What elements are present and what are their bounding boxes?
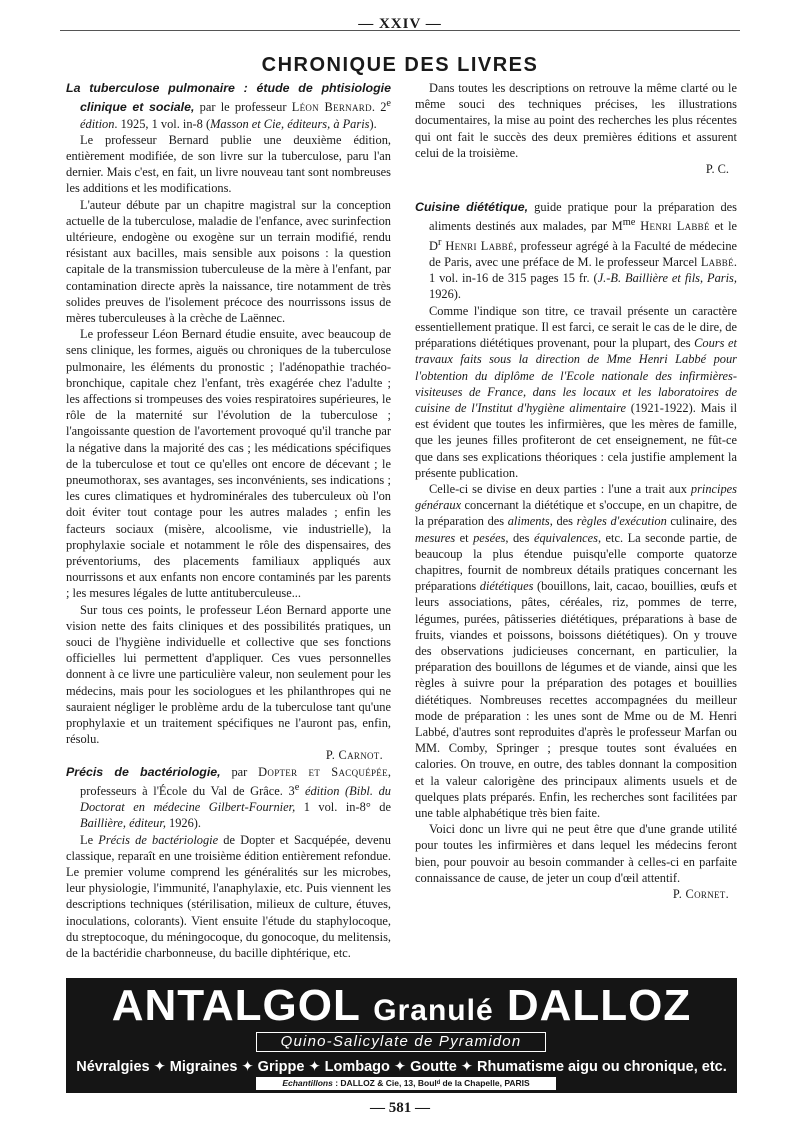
entry-3-paragraph-3: Voici donc un livre qui ne peut être que d'une grande utilité pour toutes les infirmières et dans lequel les médecins feront bien, pour pouvoir au besoin commander à celles-ci en parfaite connaissance de cause, de jeter un coup d'œil attentif. [415,822,737,885]
ad-brand-a: ANTALGOL [111,981,374,1030]
entry-3-p1-italic: Cours et travaux faits sous la direction de Mme Henri Labbé pour l'obtention du diplôme de l'Ecole nationale des infirmières-visiteuses de France, dans les locaux et les laboratoires de cuisine de l'Institut d'hygiène alimentaire [415,336,738,415]
ad-brand-name [66,981,737,1036]
entry-3-desc-3: . 1 vol. in-16 de 315 pages 15 fr. ( [429,255,737,286]
entry-2-p1-title: Précis de bactériologie [98,832,219,847]
entry-2-continued: Dans toutes les descriptions on retrouve la même clarté ou le même souci des techniques précises, les illustrations documentaires, la mise au point des recherches les plus récentes qui ont fait le succès des deux premières éditions et assurent celui de la troisième. [415,81,737,160]
ad-samples-label: Echantillons [282,1078,333,1088]
entry-3-paragraph-2 [415,481,737,821]
entry-2-affiliation: , professeurs à l'École du Val de Grâce. 3 [80,764,392,798]
entry-1-publisher: Masson et Cie, éditeurs, à Paris [210,116,370,131]
entry-3-desc-2: , professeur agrégé à la Faculté de médecine de Paris, avec une préface de M. le professeur Marcel [429,238,738,270]
entry-2-p1-post: de Dopter et Sacquépée, devenu classique, reparaît en une troisième édition entièrement refondue. Le premier volume comprend les généralités sur les microbes, leur physiologie, l'immunité, l'anaphylaxie, etc. Puis viennent les descriptions techniques (stérilisation, milieux de culture, étuves, inoculations, colorants). Vient ensuite l'étude du staphylocoque, du streptocoque, du méningocoque, du gonocoque, du melitensis, de la bactéridie charbonneuse, du bacille diphtérique, etc. [66,832,392,961]
entry-3-p2-b: concernant la diététique et s'occupe, en un chapitre, de la préparation des [415,498,737,529]
entry-1-signature: P. Carnot. [325,748,383,763]
entry-1-title: La tuberculose pulmonaire : étude de phtisiologie clinique et sociale, [66,81,391,115]
entry-3-desc: guide pratique pour la préparation des aliments destinés aux malades, par M [429,200,737,234]
entry-3-publisher: J.-B. Baillière et fils, Paris, [597,271,737,286]
entry-1-author: Léon Bernard [291,100,372,115]
left-column [66,80,391,961]
entry-3-p2-i5: pesées [473,530,506,545]
entry-2-paragraph-1 [66,832,391,962]
entry-2-series: (Bibl. du Doctorat en médecine Gilbert-Fournier, [80,783,391,815]
entry-3-p2-i1: principes généraux [415,481,737,513]
entry-1-paragraph-3: Le professeur Léon Bernard étudie ensuite, avec beaucoup de sens clinique, les formes, aiguës ou chroniques de la tuberculose pulmonaire, les éléments du pronostic ; l'adénopathie trachéo-bronchique, capitale chez l'enfant, très exagérée chez l'adulte ; les affections si trompeuses des voies respiratoires supérieures, le rôle de la maternité sur l'évolution de la tuberculose ; l'angoissante question de l'avortement provoqué qu'il tranche par la négative dans la majorité des cas ; les médications spécifiques de la tuberculose et tout ce qu'elles ont encore de décevant ; le pneumothorax, ses avantages, ses inconvénients, ses indications ; les cures climatiques et hydrominérales des tuberculeux où l'on doit éviter tout contage pour les autres malades ; enfin les facteurs sociaux (misère, alcoolisme, vie industrielle), la prophylaxie sociale et notamment le rôle des dispensaires, des préventoriums, des placements familiaux appliqués aux nourrissons et aux enfants non encore contaminés par les parents ; les mesures légales de lutte antituberculeuse... [66,327,391,601]
entry-3-p2-i7: diététiques [479,579,534,594]
entry-3-p2-i4: mesures [415,530,456,545]
entry-2-year: 1926). [165,816,202,831]
entry-3-dr-sup: r [437,236,442,248]
entry-1-pub-a: . 2 [371,100,387,115]
entry-2-heading [66,764,391,832]
entry-2-p1-pre: Le [80,832,99,847]
entry-3-p2-d: culinaire, des [666,514,738,529]
entry-spacer [415,177,737,199]
entry-2-edition: édition [299,783,340,798]
entry-3-and: et le D [429,219,738,253]
entry-3-title: Cuisine diététique, [415,200,529,215]
entry-2-ed-sup: e [294,781,300,793]
entry-1-pub-c: . 1925, 1 vol. in-8 ( [114,116,211,131]
entry-3-paragraph-1 [415,303,737,481]
ad-brand-dalloz: DALLOZ [493,981,692,1030]
entry-3-p2-i3: règles d'exécution [576,514,667,529]
entry-3-signature: P. Cornet. [672,887,729,901]
entry-1-pub-end: ). [369,116,377,131]
entry-3-mme-sup: me [622,217,636,229]
header-rule [60,30,740,31]
entry-3-name-2: Henri Labbé [441,238,514,253]
entry-3-heading [415,199,737,302]
entry-3-p2-c: , des [549,514,577,529]
entry-1-pub-sup: e [386,98,392,110]
ad-brand-granule: Granulé [373,994,494,1027]
ad-subtitle: Quino-Salicylate de Pyramidon [256,1032,546,1052]
entry-3-p2-a: Celle-ci se divise en deux parties : l'une a trait aux [429,481,691,496]
ad-samples-text: : DALLOZ & Cie, 13, Boulᵈ de la Chapelle, PARIS [332,1078,530,1088]
right-column [415,80,737,902]
entry-2-authors: Dopter et Sacquépée [258,764,388,779]
entry-2-signature: P. C. [705,162,729,177]
entry-3-year: 1926). [429,287,462,302]
entry-3-name-1: Henri Labbé [635,219,710,234]
entry-1-by: par le professeur [194,100,292,115]
entry-3-p2-i2: aliments [507,514,550,529]
entry-1-paragraph-4: Sur tous ces points, le professeur Léon Bernard apporte une vision nette des faits cliniques et des possibilités pratiques, un souci de l'hygiène individuelle et collective que ses fonctions officielles lui permettent d'appliquer. Ces vues personnelles donnent à ce livre une particulière valeur, non seulement pour les médecins, mais pour les sociologues et les philanthropes qui ne sauraient négliger le problème ardu de la tuberculose tant qu'une prophylaxie et un traitement spécifiques ne l'auront pas, enfin, résolu. [66,602,391,747]
entry-2-volume: 1 vol. in-8° de [303,800,391,815]
entry-1-paragraph-2: L'auteur débute par un chapitre magistral sur la conception actuelle de la tuberculose, maladie de l'enfance, avec surinfection ultérieure, endogène ou exogène sur un terrain modifié, rendu résistant aux bacilles, mais sensible aux poisons : la question capitale de la transmission tuberculeuse de la mère à l'enfant, par contamination directe après la naissance, tire notamment de très solides preuves de l'isolement précoce des nourrissons issus de mères tuberculeuses à la crèche de Laënnec. [66,197,391,325]
entry-3-p2-h: (bouillons, lait, cacao, bouillies, œufs et leurs associations, pâtes, céréales, riz, pommes de terre, légumes, purées, pâtisseries diététiques, préparations à base de fruits, viandes et poissons, boissons diététiques). On y trouve des observations judicieuses concernant, en particulier, la préparation des bouillons de légumes et de viande, ainsi que les règles à suivre pour la préparation des potages et bouillies diététiques. Nombreuses recettes accompagnées du meilleur mode de préparation : les unes sont de Mme ou de M. Henri Labbé, d'autres sont reproduites d'après le professeur Marfan ou MM. Comby, Springer ; presque toutes sont évaluées en calories. On trouve, en outre, des tables donnant la composition et la valeur calorigène des principaux aliments usuels et de quelques plats préparés. Enfin, les recherches sont facilitées par une table alphabétique très bien faite. [415,579,737,820]
entry-3-p2-i6: équivalences [533,530,598,545]
entry-2-title: Précis de bactériologie, [66,764,221,779]
ad-indications: Névralgies ✦ Migraines ✦ Grippe ✦ Lombago ✦ Goutte ✦ Rhumatisme aigu ou chronique, etc. [76,1059,727,1075]
entry-2-publisher: Baillière, éditeur, [80,816,166,831]
roman-page-number: — XXIV — [358,16,442,32]
entry-3-p1-a: Comme l'indique son titre, ce travail présente un caractère essentiellement pratique. Il est farci, ce serait le cas de le dire, de préparations diététiques provenant, pour la plupart, des [415,303,737,351]
entry-3-p2-f: , des [505,530,534,545]
entry-3-p2-g: , etc. La seconde partie, de beaucoup la plus étendue puisqu'elle comporte quatorze chapitres, fournit de nombreux détails pratiques concernant les préparations [415,530,737,594]
entry-3-p2-e: et [455,530,474,545]
page-title: CHRONIQUE DES LIVRES [261,54,539,76]
entry-1-pub-b: édition [80,116,115,131]
ad-samples-address [256,1077,556,1090]
entry-3-p1-b: (1921-1922). Mais il est évident que toutes les infirmières, que les mères de famille, que les jeunes filles profiteront de cet enseignement, ne fût-ce que dans ses explications théoriques : cela justifie amplement la présente publication. [415,400,738,480]
antalgol-advertisement [66,978,737,1093]
entry-1-paragraph-1: Le professeur Bernard publie une deuxième édition, entièrement modifiée, de son livre sur la tuberculose, paru l'an dernier. Mais c'est, en fait, un livre nouveau tant sont nombreuses les additions et les modifications. [66,132,391,196]
entry-2-by: par [220,764,259,779]
entry-1-heading [66,80,391,132]
page-number: — 581 — [370,1100,430,1116]
entry-3-name-3: Labbé [700,255,734,270]
